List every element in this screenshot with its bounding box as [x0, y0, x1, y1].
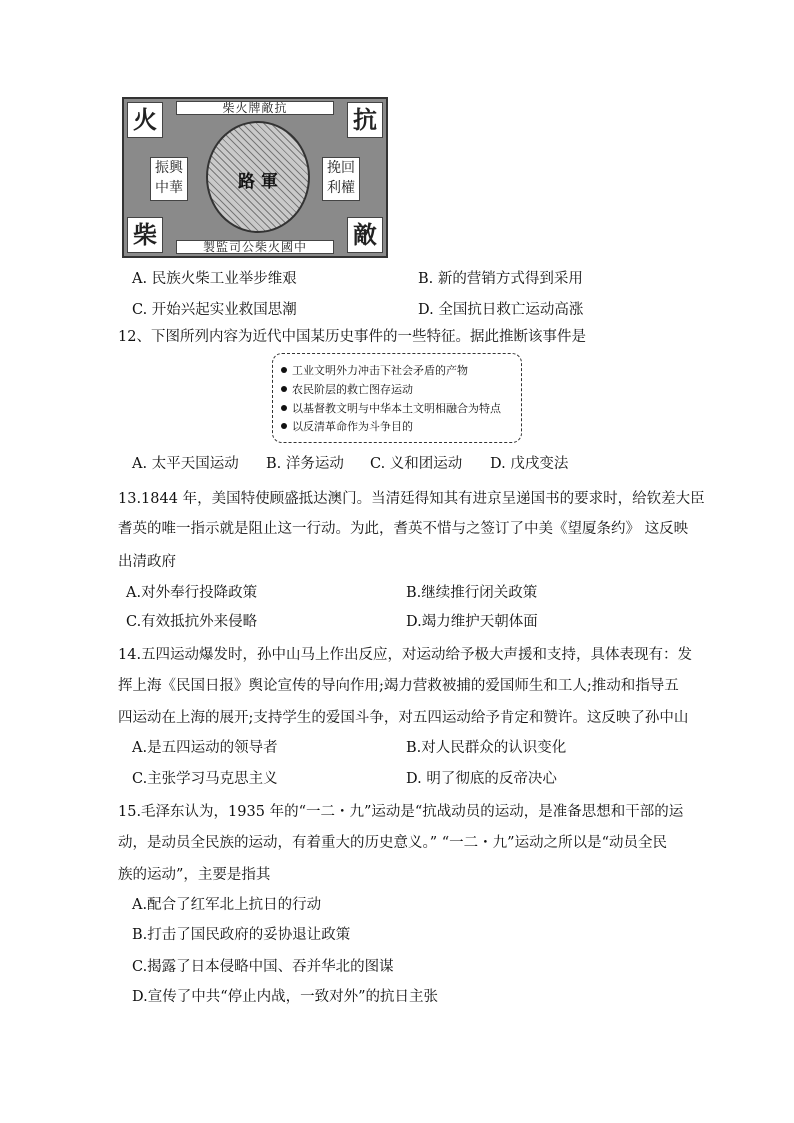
- label-corner-top-left: 火: [127, 102, 163, 138]
- q12-feature-text: 以反清革命作为斗争目的: [292, 420, 413, 433]
- q14-stem-line3: 四运动在上海的展开;支持学生的爱国斗争，对五四运动给予肯定和赞许。这反映了孙中山: [118, 710, 689, 726]
- label-corner-bottom-left: 柴: [127, 217, 163, 253]
- q12-option-a: A. 太平天国运动: [132, 456, 239, 472]
- q14-stem-line2: 挥上海《民国日报》舆论宣传的导向作用;竭力营救被捕的爱国师生和工人;推动和指导五: [118, 678, 679, 694]
- q15-stem-line1: 15.毛泽东认为，1935 年的“一二・九”运动是“抗战动员的运动，是准备思想和干部的运: [118, 804, 684, 820]
- label-corner-top-right: 抗: [347, 102, 383, 138]
- q14-option-a: A.是五四运动的领导者: [132, 740, 278, 756]
- q15-option-a: A.配合了红军北上抗日的行动: [132, 897, 322, 913]
- q12-feature-item: [281, 402, 501, 416]
- q14-option-d: D. 明了彻底的反帝决心: [406, 771, 557, 787]
- bullet-icon: [281, 386, 287, 392]
- matchbox-label-image: [122, 97, 388, 258]
- q15-option-b: B.打击了国民政府的妥协退让政策: [132, 927, 351, 943]
- q13-option-c: C.有效抵抗外来侵略: [126, 614, 258, 630]
- bullet-icon: [281, 423, 287, 429]
- q13-option-d: D.竭力维护天朝体面: [406, 614, 538, 630]
- q11-option-a: A. 民族火柴工业举步维艰: [132, 271, 297, 287]
- label-center-globe: [206, 121, 310, 233]
- q13-option-a: A.对外奉行投降政策: [126, 585, 258, 601]
- q11-option-c: C. 开始兴起实业救国思潮: [132, 302, 297, 318]
- q12-feature-text: 工业文明外力冲击下社会矛盾的产物: [292, 364, 468, 377]
- bullet-icon: [281, 367, 287, 373]
- q12-stem: 12、下图所列内容为近代中国某历史事件的一些特征。据此推断该事件是: [118, 329, 586, 345]
- q12-feature-text: 农民阶层的救亡图存运动: [292, 383, 413, 396]
- label-right-panel: 挽回 利權: [322, 157, 360, 201]
- label-bottom-band: 製監司公柴火國中: [176, 240, 334, 254]
- q15-stem-line3: 族的运动”，主要是指其: [118, 867, 271, 883]
- q14-stem-line1: 14.五四运动爆发时，孙中山马上作出反应，对运动给予极大声援和支持，具体表现有：发: [118, 647, 693, 663]
- q12-feature-item: [281, 420, 413, 434]
- label-corner-bottom-right: 敵: [347, 217, 383, 253]
- label-top-band: 柴火牌敵抗: [176, 101, 334, 115]
- q14-option-c: C.主张学习马克思主义: [132, 771, 278, 787]
- q13-stem-line3: 出清政府: [118, 554, 176, 570]
- q15-option-d: D.宣传了中共“停止内战，一致对外”的抗日主张: [132, 989, 439, 1005]
- q12-feature-item: [281, 383, 413, 397]
- q14-option-b: B.对人民群众的认识变化: [406, 740, 567, 756]
- q13-stem-line1: 13.1844 年，美国特使顾盛抵达澳门。当清廷得知其有进京呈递国书的要求时，给钦差大臣: [118, 491, 705, 507]
- label-center-text: 路 軍: [238, 172, 278, 192]
- q15-stem-line2: 动，是动员全民族的运动，有着重大的历史意义。” “一二・九”运动之所以是“动员全民: [118, 835, 668, 851]
- q12-option-d: D. 戊戌变法: [490, 456, 569, 472]
- q12-feature-text: 以基督教文明与中华本土文明相融合为特点: [292, 402, 501, 415]
- q13-stem-line2: 耆英的唯一指示就是阻止这一行动。为此，耆英不惜与之签订了中美《望厦条约》 这反映: [118, 521, 689, 537]
- q12-feature-item: [281, 364, 468, 378]
- bullet-icon: [281, 405, 287, 411]
- q12-feature-box: [272, 353, 522, 443]
- q12-option-c: C. 义和团运动: [370, 456, 463, 472]
- q12-option-b: B. 洋务运动: [266, 456, 344, 472]
- q15-option-c: C.揭露了日本侵略中国、吞并华北的图谋: [132, 959, 394, 975]
- q11-option-b: B. 新的营销方式得到采用: [418, 271, 583, 287]
- q13-option-b: B.继续推行闭关政策: [406, 585, 538, 601]
- q11-option-d: D. 全国抗日救亡运动高涨: [418, 302, 584, 318]
- label-left-panel: 振興 中華: [150, 157, 188, 201]
